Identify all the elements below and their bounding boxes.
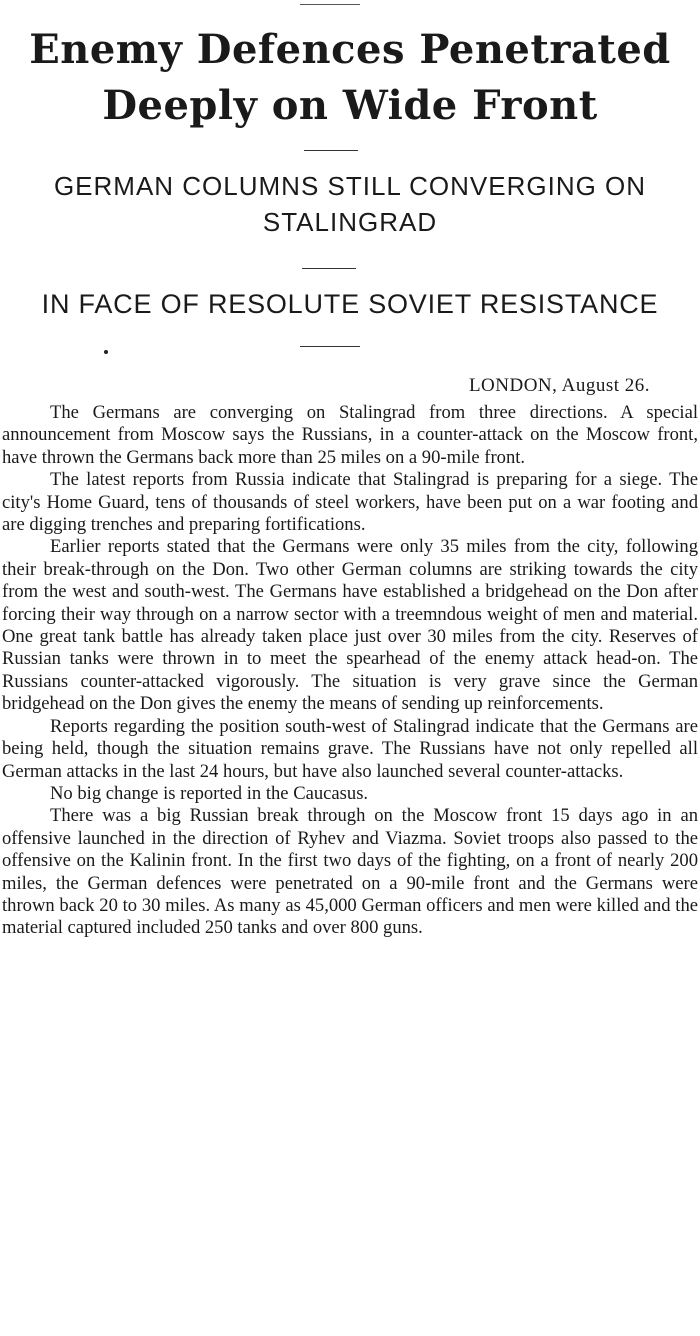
ink-speck <box>104 350 108 354</box>
headline-main: Enemy Defences Penetrated Deeply on Wide Front <box>29 26 671 129</box>
divider-rule <box>304 150 358 151</box>
paragraph: No big change is reported in the Caucasus. <box>50 782 369 804</box>
dateline: LONDON, August 26. <box>468 375 650 396</box>
divider-rule <box>300 346 360 347</box>
paragraph: The Germans are converging on Stalingrad from three directions. A special announcement from Moscow says the Russians, in a counter-attack on the Moscow front, have thrown the Germans back more than 25 miles on a 90-mile front. <box>2 402 698 468</box>
divider-rule <box>302 268 356 269</box>
article-body <box>2 402 698 940</box>
paragraph: The latest reports from Russia indicate that Stalingrad is preparing for a siege. The city's Home Guard, tens of thousands of steel workers, have been put on a war footing and are digging trenches and preparing fortifications. <box>2 469 698 536</box>
paragraph: There was a big Russian break through on the Moscow front 15 days ago in an offensive launched in the direction of Ryhev and Viazma. Soviet troops also passed to the offensive on the Kalinin front. In the first two days of the fighting, on a front of nearly 200 miles, the German defences were penetrated on a 90-mile front and the Germans were thrown back 20 to 30 miles. As many as 45,000 German officers and men were killed and the material captured included 250 tanks and over 800 guns. <box>2 805 698 939</box>
paragraph: Reports regarding the position south-west of Stalingrad indicate that the Germans are being held, though the situation remains grave. The Russians have not only repelled all German attacks in the last 24 hours, but have also launched several counter-attacks. <box>2 715 698 782</box>
paragraph: Earlier reports stated that the Germans were only 35 miles from the city, following their break-through on the Don. Two other German columns are striking towards the city from the west and south-west. The Germans have established a bridgehead on the Don after forcing their way through on a narrow sector with a treemndous weight of men and material. One great tank battle has already taken place just over 30 miles from the city. Reserves of Russian tanks were thrown in to meet the spearhead of the enemy attack head-on. The Russians counter-attacked vigorously. The situation is very grave since the German bridgehead on the Don gives the enemy the means of sending up reinforcements. <box>2 536 698 715</box>
top-rule <box>300 4 360 5</box>
headline-third: IN FACE OF RESOLUTE SOVIET RESISTANCE <box>41 289 659 319</box>
headline-sub: GERMAN COLUMNS STILL CONVERGING ON STALINGRAD <box>53 171 647 237</box>
